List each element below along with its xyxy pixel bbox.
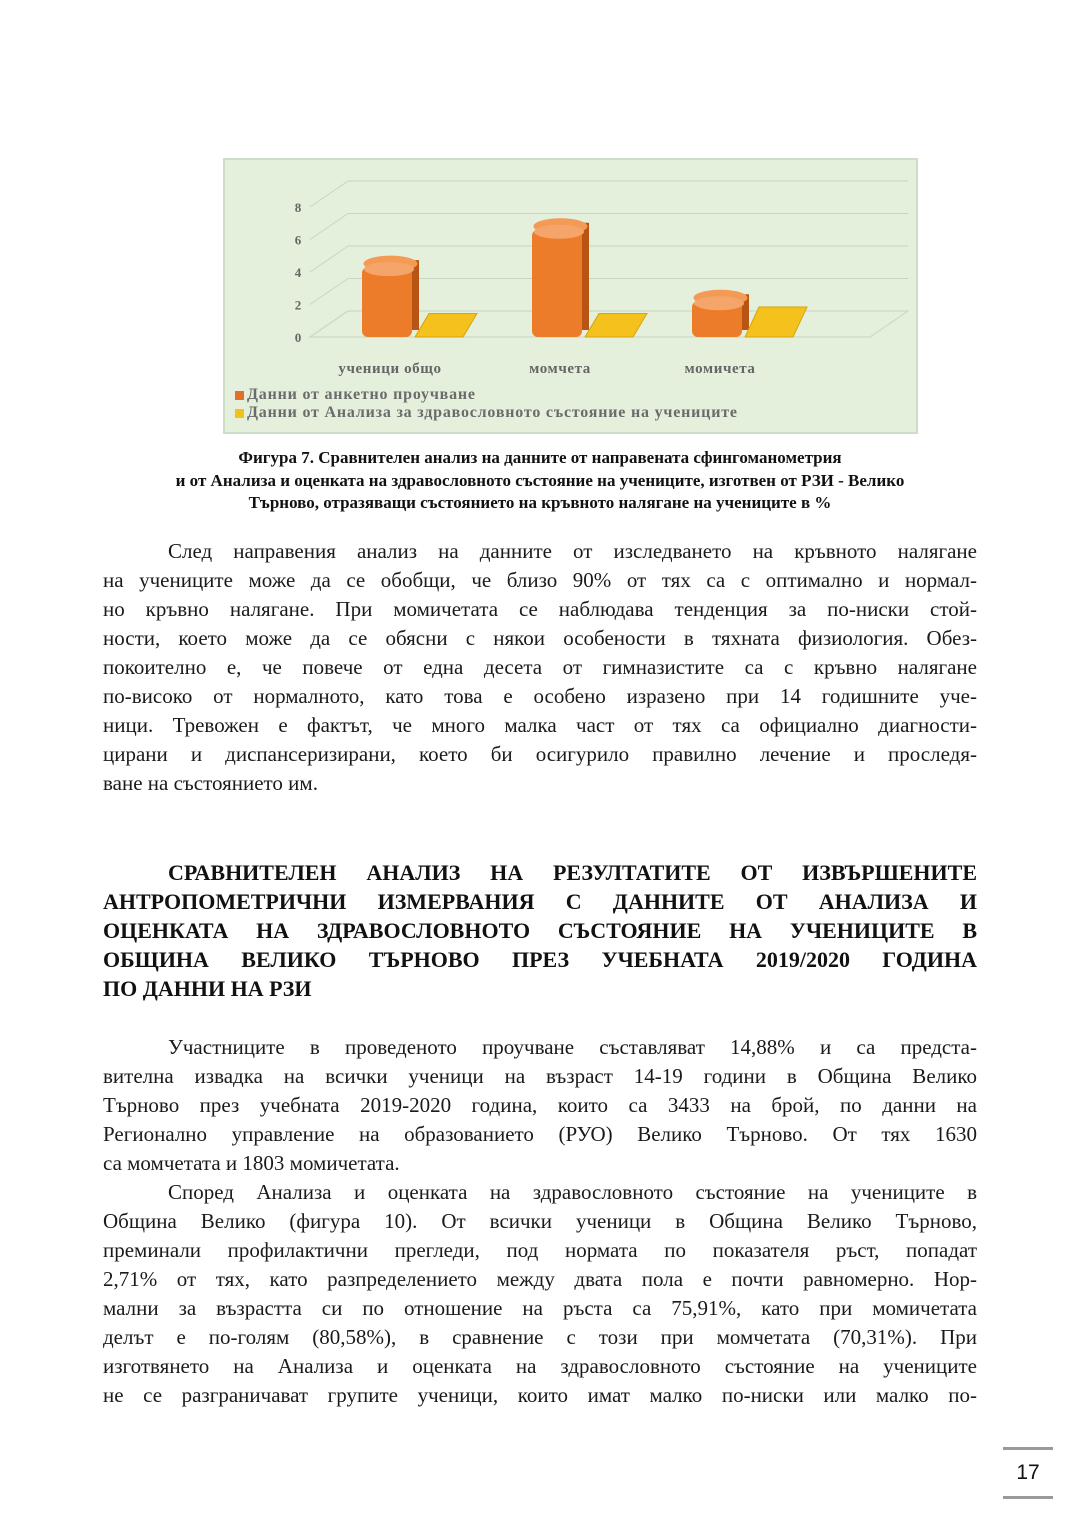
text-line: но кръвно налягане. При момичетата се наблюдава тенденция за по-ниски стой- [103, 597, 977, 621]
heading-line: АНТРОПОМЕТРИЧНИ ИЗМЕРВАНИЯ С ДАННИТЕ ОТ АНАЛИЗА И [103, 889, 977, 914]
text-line: 2,71% от тях, като разпределението между двата пола е почти равномерно. Нор- [103, 1267, 977, 1291]
text-line: на учениците може да се обобщи, че близо 90% от тях са с оптимално и нормал- [103, 568, 977, 592]
bar-analysis [585, 314, 647, 338]
text-line: по-високо от нормалното, като това е особено изразено при 14 годишните уче- [103, 684, 977, 708]
caption-line: Търново, отразяващи състоянието на кръвното налягане на учениците в % [248, 493, 832, 512]
y-tick-label: 8 [294, 200, 302, 215]
text-line: След направения анализ на данните от изследването на кръвното налягане [168, 539, 977, 563]
x-tick-label: ученици общо [338, 361, 442, 377]
bar-survey [362, 267, 412, 337]
text-line: преминали профилактични прегледи, под нормата по показателя ръст, попадат [103, 1238, 977, 1262]
text-line: Община Велико (фигура 10). От всички ученици в Община Велико Търново, [103, 1209, 977, 1233]
paragraph-participants [103, 1033, 977, 1178]
paragraph-height-analysis [103, 1178, 977, 1410]
paragraph-blood-pressure [103, 537, 977, 798]
text-line: покоително е, че повече от една десета от гимназистите са с кръвно налягане [103, 655, 977, 679]
bar-highlight [694, 296, 744, 310]
y-tick-label: 0 [294, 330, 302, 345]
text-line: вителна извадка на всички ученици на възраст 14-19 години в Община Велико [103, 1064, 977, 1088]
text-line: ности, което може да се обясни с някои особености в тяхната физиология. Обез- [103, 626, 977, 650]
gridline-side [310, 246, 348, 272]
bar-highlight [534, 225, 584, 239]
figure-chart [223, 158, 918, 434]
gridline-side [310, 279, 348, 305]
text-line: ване на състоянието им. [103, 771, 318, 795]
legend-swatch-survey [235, 391, 244, 400]
caption-line: и от Анализа и оценката на здравословното състояние на учениците, изготвен от РЗИ - Велико [175, 470, 905, 490]
y-tick-label: 6 [294, 232, 302, 248]
page-number [1003, 1447, 1053, 1499]
text-line: делът е по-голям (80,58%), в сравнение с този при момчетата (70,31%). При [103, 1325, 977, 1349]
heading-line: ОБЩИНА ВЕЛИКО ТЪРНОВО ПРЕЗ УЧЕБНАТА 2019/2020 ГОДИНА [103, 947, 977, 972]
bar-chart [225, 160, 916, 386]
legend-label-survey: Данни от анкетно проучване [247, 386, 476, 403]
heading-line: СРАВНИТЕЛЕН АНАЛИЗ НА РЕЗУЛТАТИТЕ ОТ ИЗВЪРШЕНИТЕ [168, 860, 977, 885]
heading-line: ОЦЕНКАТА НА ЗДРАВОСЛОВНОТО СЪСТОЯНИЕ НА УЧЕНИЦИТЕ В [103, 918, 977, 943]
gridline-side [310, 181, 348, 207]
text-line: изготвянето на Анализа и оценката на здравословното състояние на учениците [103, 1354, 977, 1378]
x-tick-label: момчета [529, 361, 591, 377]
text-line: Според Анализа и оценката на здравословното състояние на учениците в [168, 1180, 977, 1204]
text-line: цирани и диспансеризирани, което би осигурило правилно лечение и проследя- [103, 742, 977, 766]
text-line: са момчетата и 1803 момичетата. [103, 1151, 400, 1175]
text-line: Участниците в проведеното проучване съставляват 14,88% и са предста- [168, 1035, 977, 1059]
legend-entry-analysis [235, 404, 738, 422]
legend-label-analysis: Данни от Анализа за здравословното състояние на учениците [247, 404, 738, 421]
chart-legend [235, 386, 738, 422]
section-heading [103, 858, 977, 1003]
text-line: ници. Тревожен е фактът, че много малка част от тях са официално диагности- [103, 713, 977, 737]
text-line: не се разграничават групите ученици, които имат малко по-ниски или малко по- [103, 1383, 977, 1407]
text-line: Регионално управление на образованието (РУО) Велико Търново. От тях 1630 [103, 1122, 977, 1146]
page-number-label: 17 [1016, 1461, 1040, 1484]
text-line: Търново през учебната 2019-2020 година, които са 3433 на брой, по данни на [103, 1093, 977, 1117]
bar-analysis [415, 314, 477, 338]
caption-line: Фигура 7. Сравнителен анализ на данните от направената сфингоманометрия [238, 448, 842, 467]
x-tick-label: момичета [684, 361, 756, 377]
text-line: мални за възрастта си по отношение на ръста са 75,91%, като при момичетата [103, 1296, 977, 1320]
y-tick-label: 2 [294, 297, 302, 313]
y-tick-label: 4 [294, 265, 302, 280]
heading-line: ПО ДАННИ НА РЗИ [103, 976, 312, 1001]
figure-caption [100, 447, 980, 515]
bar-survey [532, 230, 582, 337]
gridline-side [310, 214, 348, 240]
legend-swatch-analysis [235, 409, 244, 418]
legend-entry-survey [235, 386, 738, 404]
bar-highlight [364, 262, 414, 276]
